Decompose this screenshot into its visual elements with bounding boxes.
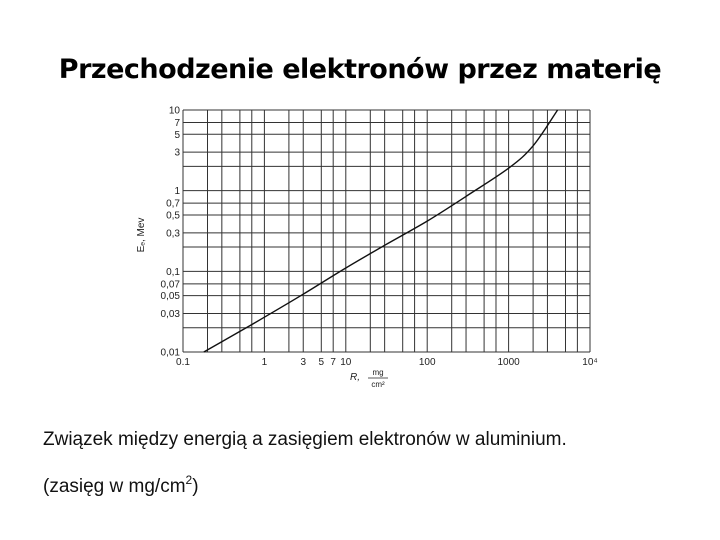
x-axis-label-symbol: R, — [350, 372, 360, 383]
caption-line-2-suffix: ) — [192, 476, 199, 497]
x-tick-label: 1 — [261, 357, 268, 368]
y-tick-label: 3 — [174, 147, 180, 159]
x-axis-label-unit-denominator: cm² — [371, 380, 385, 389]
y-tick-label: 0,01 — [160, 347, 180, 359]
y-tick-label: 5 — [174, 129, 180, 141]
chart-grid — [183, 110, 590, 352]
caption-line-2-superscript: 2 — [185, 473, 193, 487]
caption-line-2-prefix: (zasięg w mg/cm — [43, 476, 186, 497]
y-tick-label: 0,03 — [160, 309, 180, 321]
y-tick-label: 0,7 — [166, 198, 180, 210]
energy-range-curve — [204, 110, 558, 352]
x-tick-label: 1000 — [497, 357, 520, 368]
x-tick-label: 10 — [340, 357, 352, 368]
x-tick-label: 7 — [330, 357, 336, 368]
y-tick-label: 10 — [168, 105, 180, 117]
x-tick-label: 3 — [300, 357, 307, 368]
y-tick-labels — [161, 106, 181, 359]
y-axis-label-group — [136, 218, 147, 253]
x-tick-label: 5 — [318, 357, 325, 368]
y-tick-label: 1 — [174, 186, 180, 198]
x-tick-label: 10⁴ — [582, 357, 598, 368]
x-tick-labels — [176, 357, 598, 368]
caption-line-1: Związek między energią a zasięgiem elektronów w aluminium. — [43, 429, 567, 450]
y-tick-label: 0,07 — [160, 279, 180, 291]
y-tick-label: 0,3 — [166, 228, 180, 240]
x-tick-label: 100 — [418, 357, 436, 368]
caption-line-2 — [43, 473, 199, 498]
y-tick-label: 0,1 — [166, 266, 180, 278]
y-tick-label: 0,5 — [166, 210, 180, 222]
x-axis-label-unit-numerator: mg — [372, 368, 384, 377]
y-tick-label: 0,05 — [160, 291, 180, 303]
page-title: Przechodzenie elektronów przez materię — [58, 54, 662, 85]
y-tick-label: 7 — [174, 117, 180, 129]
x-tick-label: 0.1 — [176, 357, 190, 368]
y-axis-label: Eₑ, Mev — [136, 217, 147, 253]
